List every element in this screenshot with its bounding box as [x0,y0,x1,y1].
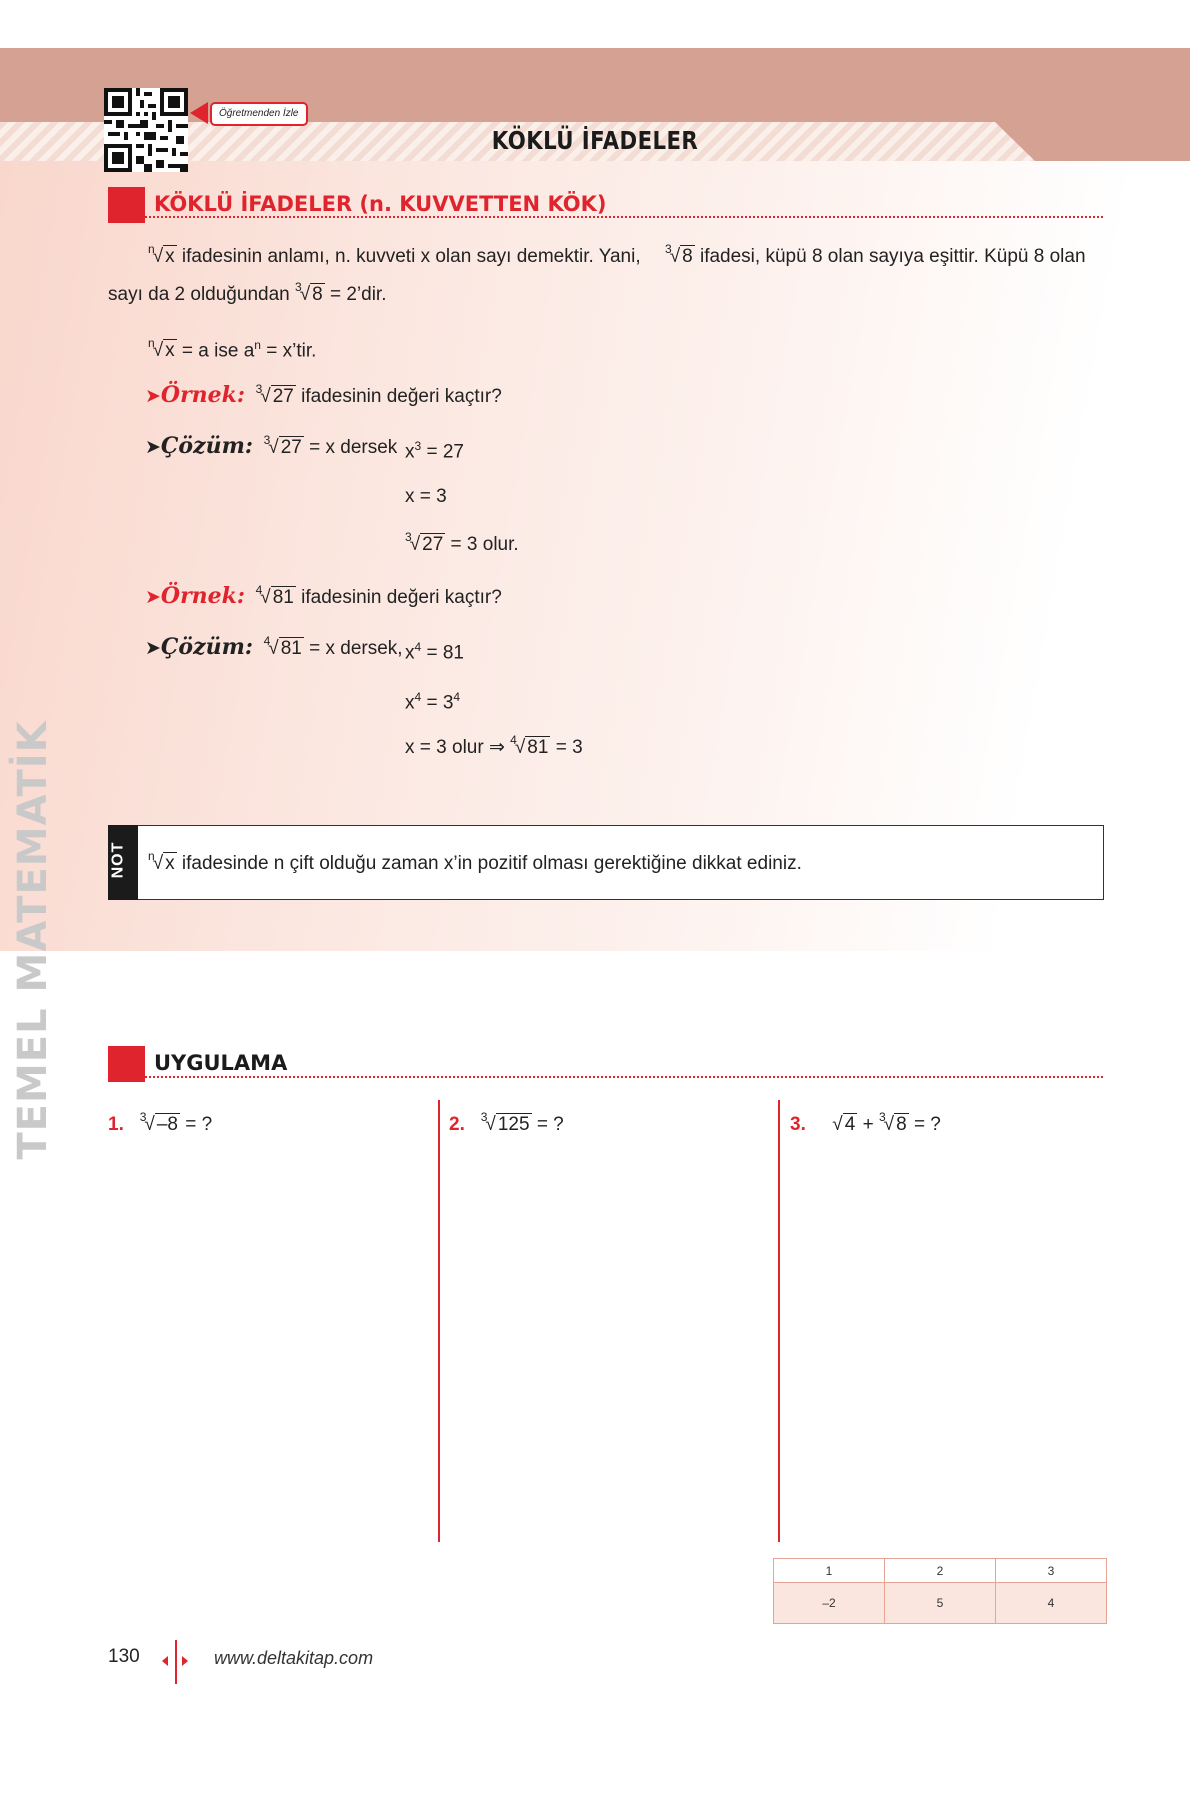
example-2-solution-line-2: $x^4 = 3^4$ [405,690,461,714]
radical-fourth-81: $^4$√ 81 [263,634,302,659]
example-1-solution-line-2: x = 3 [405,486,447,507]
qr-code[interactable] [104,88,188,172]
note-tab [108,825,138,900]
radical-cube-8: $^3$√ 8 [878,1110,907,1135]
practice-item-3: 3. √ 4 + $^3$√ 8 = ? [790,1113,941,1138]
radical-nth-x: $^n$√ x [148,849,175,874]
radical-cube-125: $^3$√ 125 [480,1110,530,1135]
answer-key-value: –2 [774,1583,885,1624]
radical-cube-27: $^3$√ 27 [263,433,302,458]
definition-line-1: $^n$√ x ifadesinin anlamı, n. kuvveti x olan sayı demektir. Yani, [148,245,641,270]
radical-fourth-81: $^4$√ 81 [510,733,549,758]
radical-cube-neg8: $^3$√ –8 [139,1110,178,1135]
note-tab-label: NOT [109,841,127,879]
prev-page-icon[interactable] [162,1656,168,1666]
answer-key-header: 1 [774,1559,885,1583]
example-1-solution-line-3: $^3$√ 27 = 3 olur. [405,533,519,558]
website-link[interactable]: www.deltakitap.com [214,1648,374,1668]
radical-cube-27: $^3$√ 27 [405,530,444,555]
watch-teacher-label[interactable]: Öğretmenden İzle [210,102,308,126]
example-2-question: ➤Örnek: $^4$√ 81 ifadesinin değeri kaçtır? [145,583,502,609]
practice-divider [108,1076,1103,1078]
section-title: KÖKLÜ İFADELER (n. KUVVETTEN KÖK) [154,192,607,216]
radical-nth-x: $^n$√ x [148,336,175,362]
example-1-solution-line-1: ➤Çözüm: $^3$√ 27 = x dersek [145,433,398,459]
page-title: KÖKLÜ İFADELER [491,126,699,155]
answer-key-value: 4 [996,1583,1107,1624]
note-text: $^n$√ x ifadesinde n çift olduğu zaman x’in pozitif olması gerektiğine dikkat ediniz. [148,852,802,877]
answer-key-header: 3 [996,1559,1107,1583]
definition-line-1b: $^3$√ 8 ifadesi, küpü 8 olan sayıya eşittir. Küpü 8 olan [665,245,1086,270]
answer-key-header: 2 [885,1559,996,1583]
side-book-title: TEMEL MATEMATİK [10,720,56,1160]
definition-line-2: sayı da 2 olduğundan $^3$√ 8 = 2’dir. [108,283,387,308]
example-2-equation: $x^4 = 81$ [405,640,464,664]
example-2-solution-line-1: ➤Çözüm: $^4$√ 81 = x dersek, [145,634,403,660]
radical-cube-8: $^3$√ 8 [295,280,323,305]
radical-fourth-81: $^4$√ 81 [255,583,294,608]
next-page-icon[interactable] [182,1656,188,1666]
example-1-question: ➤Örnek: $^3$√ 27 ifadesinin değeri kaçtır? [145,382,502,408]
column-divider [438,1100,440,1542]
answer-key-table [773,1558,1107,1624]
radical-cube-27: $^3$√ 27 [255,382,294,407]
example-1-equation: $x^3 = 27$ [405,439,464,463]
rule-line: $^n$√ x = a ise $a^n$ = x’tir. [148,333,316,364]
column-divider [778,1100,780,1542]
page-number: 130 [108,1646,140,1667]
answer-key-value: 5 [885,1583,996,1624]
practice-item-2: 2. $^3$√ 125 = ? [449,1113,564,1138]
footer-divider [175,1640,177,1684]
pointer-arrow-icon [190,102,208,124]
practice-title: UYGULAMA [154,1051,288,1075]
qr-code-icon [104,88,188,172]
radical-nth-x: $^n$√ x [148,242,175,267]
practice-item-1: 1. $^3$√ –8 = ? [108,1113,212,1138]
radical-cube-8: $^3$√ 8 [665,242,693,267]
example-2-solution-line-3: x = 3 olur ⇒ $^4$√ 81 = 3 [405,736,583,761]
square-root-4: √ 4 [832,1114,856,1135]
section-divider [108,216,1103,218]
